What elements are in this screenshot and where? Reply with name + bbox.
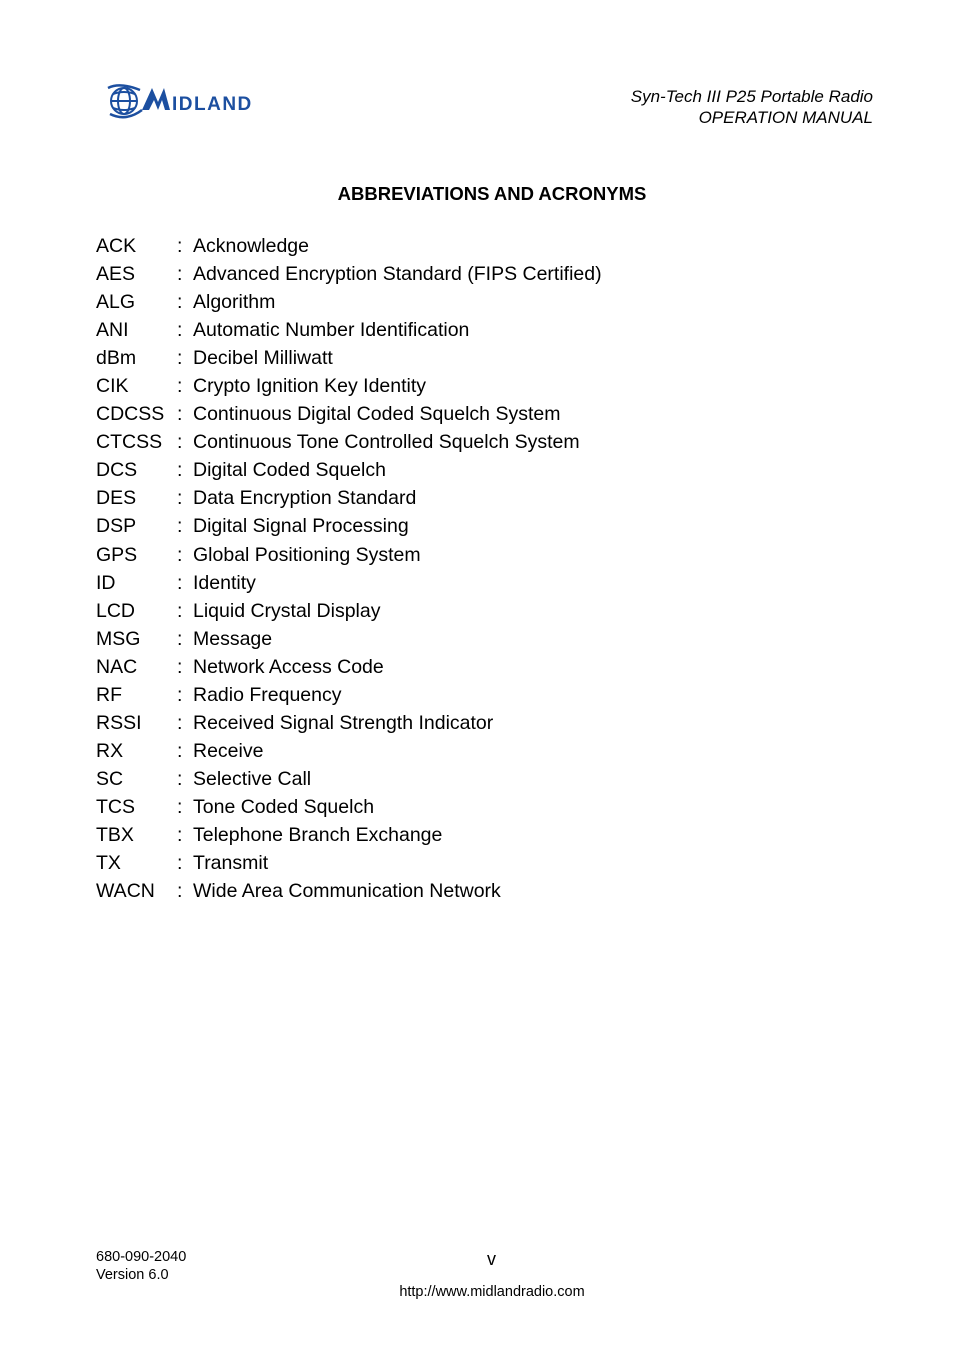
abbreviation-separator: : <box>177 599 183 622</box>
abbreviation-term: NAC <box>96 655 138 678</box>
abbreviation-term: DCS <box>96 459 138 482</box>
abbreviation-definition: Digital Coded Squelch <box>193 459 386 482</box>
abbreviation-separator: : <box>177 683 183 706</box>
abbreviation-separator: : <box>177 767 183 790</box>
manual-type: OPERATION MANUAL <box>698 108 873 127</box>
abbreviation-definition: Decibel Milliwatt <box>193 347 333 370</box>
abbreviation-term: DSP <box>96 515 137 538</box>
website-url: http://www.midlandradio.com <box>399 1284 585 1300</box>
document-version: Version 6.0 <box>96 1267 169 1283</box>
abbreviation-separator: : <box>177 880 183 903</box>
abbreviation-separator: : <box>177 403 183 426</box>
abbreviation-definition: Selective Call <box>193 767 312 790</box>
abbreviation-separator: : <box>177 347 183 370</box>
abbreviation-definition: Telephone Branch Exchange <box>193 823 443 846</box>
page-number: v <box>487 1249 496 1269</box>
abbreviation-row <box>96 428 602 456</box>
abbreviation-row <box>96 232 602 260</box>
abbreviation-list <box>96 232 602 905</box>
abbreviation-row <box>96 400 602 428</box>
abbreviation-row <box>96 288 602 316</box>
abbreviation-row <box>96 372 602 400</box>
abbreviation-definition: Message <box>193 627 273 650</box>
abbreviation-row <box>96 597 602 625</box>
abbreviation-row <box>96 260 602 288</box>
abbreviation-term: MSG <box>96 627 141 650</box>
abbreviation-separator: : <box>177 739 183 762</box>
abbreviation-separator: : <box>177 515 183 538</box>
abbreviation-separator: : <box>177 431 183 454</box>
abbreviation-definition: Continuous Digital Coded Squelch System <box>193 403 561 426</box>
abbreviation-term: GPS <box>96 543 138 566</box>
abbreviation-definition: Tone Coded Squelch <box>193 795 375 818</box>
abbreviation-term: ID <box>96 571 116 594</box>
abbreviation-row <box>96 849 602 877</box>
abbreviation-separator: : <box>177 291 183 314</box>
abbreviation-separator: : <box>177 571 183 594</box>
abbreviation-row <box>96 653 602 681</box>
abbreviation-term: TCS <box>96 795 135 818</box>
abbreviation-definition: Digital Signal Processing <box>193 515 409 538</box>
abbreviation-definition: Global Positioning System <box>193 543 421 566</box>
abbreviation-separator: : <box>177 543 183 566</box>
abbreviation-definition: Data Encryption Standard <box>193 487 417 510</box>
abbreviation-definition: Receive <box>193 739 264 762</box>
abbreviation-definition: Radio Frequency <box>193 683 342 706</box>
abbreviation-definition: Wide Area Communication Network <box>193 880 501 903</box>
abbreviation-row <box>96 821 602 849</box>
document-info <box>96 1248 186 1284</box>
product-name: Syn-Tech III P25 Portable Radio <box>630 87 873 106</box>
abbreviation-term: RF <box>96 683 122 706</box>
abbreviation-row <box>96 316 602 344</box>
abbreviation-separator: : <box>177 375 183 398</box>
abbreviation-definition: Crypto Ignition Key Identity <box>193 375 427 398</box>
abbreviation-term: AES <box>96 263 136 286</box>
abbreviation-term: RX <box>96 739 124 762</box>
midland-logo <box>106 80 306 122</box>
abbreviation-separator: : <box>177 487 183 510</box>
abbreviation-row <box>96 541 602 569</box>
abbreviation-term: SC <box>96 767 124 790</box>
abbreviation-separator: : <box>177 795 183 818</box>
abbreviation-definition: Liquid Crystal Display <box>193 599 381 622</box>
abbreviation-definition: Transmit <box>193 852 269 875</box>
globe-logo-icon <box>106 80 306 122</box>
abbreviation-separator: : <box>177 711 183 734</box>
abbreviation-definition: Advanced Encryption Standard (FIPS Certified) <box>193 263 602 286</box>
abbreviation-definition: Automatic Number Identification <box>193 319 470 342</box>
document-header <box>631 86 873 128</box>
logo-wordmark: IDLAND <box>172 94 253 115</box>
abbreviation-separator: : <box>177 263 183 286</box>
abbreviation-definition: Acknowledge <box>193 235 309 257</box>
abbreviation-row <box>96 456 602 484</box>
abbreviation-term: dBm <box>96 347 137 370</box>
abbreviation-row <box>96 765 602 793</box>
abbreviation-separator: : <box>177 823 183 846</box>
abbreviation-term: CIK <box>96 375 129 398</box>
abbreviation-definition: Algorithm <box>193 291 276 314</box>
abbreviation-row <box>96 877 602 905</box>
abbreviation-definition: Identity <box>193 571 256 594</box>
abbreviation-row <box>96 737 602 765</box>
abbreviation-term: LCD <box>96 599 136 622</box>
abbreviation-term: DES <box>96 487 137 510</box>
abbreviation-definition: Continuous Tone Controlled Squelch System <box>193 431 580 454</box>
abbreviation-definition: Network Access Code <box>193 655 384 678</box>
abbreviation-row <box>96 625 602 653</box>
abbreviation-row <box>96 512 602 540</box>
abbreviation-row <box>96 709 602 737</box>
abbreviation-term: CDCSS <box>96 403 165 426</box>
section-title: ABBREVIATIONS AND ACRONYMS <box>337 183 647 204</box>
abbreviation-term: WACN <box>96 880 155 903</box>
abbreviation-term: ALG <box>96 291 136 314</box>
abbreviation-row <box>96 344 602 372</box>
abbreviation-separator: : <box>177 627 183 650</box>
abbreviation-term: CTCSS <box>96 431 163 454</box>
document-number: 680-090-2040 <box>96 1249 187 1265</box>
abbreviation-row <box>96 681 602 709</box>
abbreviation-term: RSSI <box>96 711 142 734</box>
abbreviation-row <box>96 793 602 821</box>
abbreviation-separator: : <box>177 235 183 257</box>
abbreviation-separator: : <box>177 459 183 482</box>
abbreviation-separator: : <box>177 319 183 342</box>
abbreviation-term: TX <box>96 852 121 875</box>
abbreviation-term: ANI <box>96 319 129 342</box>
abbreviation-term: TBX <box>96 823 134 846</box>
abbreviation-separator: : <box>177 852 183 875</box>
abbreviation-row <box>96 484 602 512</box>
abbreviation-definition: Received Signal Strength Indicator <box>193 711 494 734</box>
abbreviation-term: ACK <box>96 235 137 257</box>
abbreviation-row <box>96 569 602 597</box>
abbreviation-separator: : <box>177 655 183 678</box>
